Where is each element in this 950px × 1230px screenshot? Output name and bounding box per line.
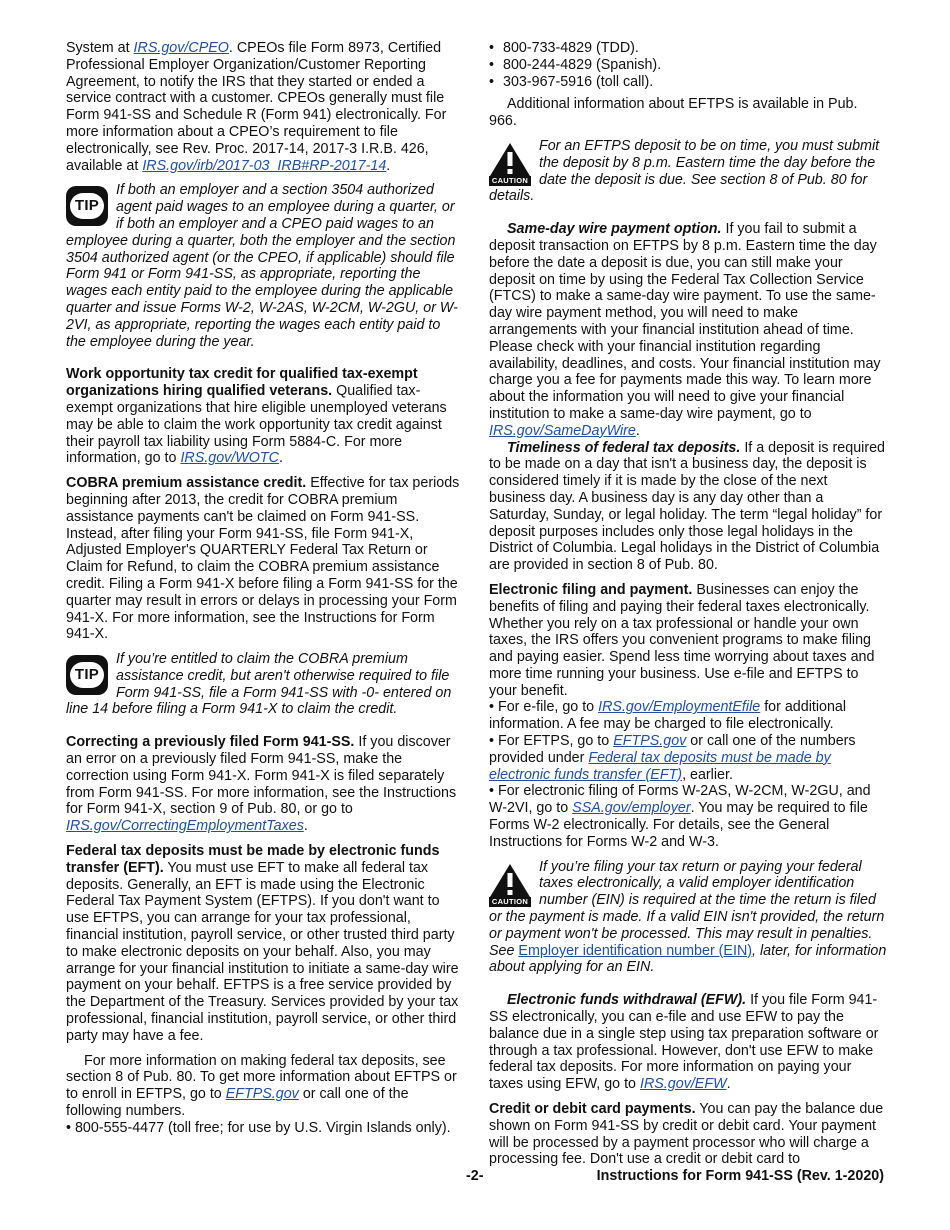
caution-icon: CAUTION (489, 142, 531, 186)
ein-link[interactable]: Employer identification number (EIN) (518, 942, 753, 959)
eftps-link[interactable]: EFTPS.gov (613, 733, 687, 750)
card-paragraph: Credit or debit card payments. You can pay the balance due shown on Form 941-SS by credit or debit card. Your payment will be processed by a payment processor who will charge a processing fee. Don't use a credit or debit card to (489, 1101, 884, 1168)
more-info-paragraph: For more information on making federal tax deposits, see section 8 of Pub. 80. To get more information about EFTPS or to enroll in EFTPS, go to EFTPS.gov or call one of the following numbers. (66, 1052, 457, 1120)
irs-efw-link[interactable]: IRS.gov/EFW (639, 1076, 727, 1093)
correcting-paragraph: Correcting a previously filed Form 941-SS. If you discover an error on a previously filed Form 941-SS, make the correction using Form 941-X. Form 941-X is filed separately from Form 941-SS. For more information, see the Instructions for Form 941-X, section 9 of Pub. 80, or go to IRS.gov/CorrectingEmploymentTaxes. (66, 734, 457, 835)
eft-section-link[interactable]: Federal tax deposits must be made by electronic funds transfer (EFT) (489, 749, 831, 783)
irs-wotc-link[interactable]: IRS.gov/WOTC (180, 450, 279, 467)
tip-icon: TIP (66, 186, 108, 226)
irs-cpeo-link[interactable]: IRS.gov/CPEO (133, 40, 229, 56)
cobra-paragraph: COBRA premium assistance credit. Effective for tax periods beginning after 2013, the credit for COBRA premium assistance payments can't be claimed on Form 941-SS. Instead, after filing your Form 941-SS, file Form 941-X, Adjusted Employer's QUARTERLY Federal Tax Return or Claim for Refund, to claim the COBRA premium assistance credit. Filing a Form 941-X before filing a Form 941-SS for the quarter may result in errors or delays in processing your Form 941-X. For more information, see the Instructions for Form 941-X. (66, 475, 460, 643)
eft-paragraph: Federal tax deposits must be made by electronic funds transfer (EFT). You must use EFT to make all federal tax deposits. Generally, an EFT is made using the Electronic Federal Tax Payment System (EFTPS). If you don't want to use EFTPS, you can arrange for your tax professional, financial institution, payroll service, or other trusted third party to make electronic deposits on your behalf. Also, you may arrange for your financial institution to initiate a same-day wire payment on your behalf. EFTPS is a free service provided by the Department of the Treasury. Services provided by your tax professional, financial institution, payroll service, or other third party may have a fee. (66, 843, 459, 1044)
caution-icon: CAUTION (489, 863, 531, 907)
tip-note-cobra: TIP If you’re entitled to claim the COBRA premium assistance credit, but aren't otherwise required to file Form 941-SS, file a Form 941-SS with -0- entered on line 14 before filing a Form 941-X to claim the credit. (66, 651, 452, 718)
timeliness-paragraph: Timeliness of federal tax deposits. If a deposit is required to be made on a day that isn't a business day, the deposit is considered timely if it is made by the close of the next business day. A business day is any day other than a Saturday, Sunday, or legal holiday. The term “legal holiday” for deposit purposes includes only those legal holidays in the District of Columbia. Legal holidays in the District of Columbia are provided in section 8 of Pub. 80. (489, 439, 885, 574)
phone-bullet: • 800-555-4477 (toll free; for use by U.S. Virgin Islands only). (66, 1120, 462, 1137)
page-number: -2- (466, 1168, 484, 1184)
tip-icon: TIP (66, 655, 108, 695)
eftps-bullet: • For EFTPS, go to EFTPS.gov or call one of the numbers provided under Federal tax deposits must be made by electronic funds transfer (EFT), earlier. (489, 733, 887, 783)
tip-note-agents: TIP If both an employer and a section 3504 authorized agent paid wages to an employee during a quarter, or if both an employer and a CPEO paid wages to an employee during a quarter, both the employer and the section 3504 authorized agent (or the CPEO, if applicable) should file Form 941 or Form 941-SS, as appropriate, reporting the wages each entity paid to the employee during the applicable quarter and issue Forms W-2, W-2AS, W-2CM, W-2GU, or W-2VI, as appropriate, reporting the wages each entity paid to the employee during the year. (66, 182, 458, 350)
wotc-paragraph: Work opportunity tax credit for qualified tax-exempt organizations hiring qualified veterans. Qualified tax-exempt organizations that hire eligible unemployed veterans may be able to claim the work opportunity tax credit against their payroll tax liability using Form 5884-C. For more information, go to IRS.gov/WOTC. (66, 366, 447, 467)
ssa-employer-link[interactable]: SSA.gov/employer (572, 800, 691, 817)
right-column (489, 40, 887, 1176)
left-column (66, 40, 462, 1137)
efile-bullet: • For e-file, go to IRS.gov/EmploymentEfile for additional information. A fee may be charged to file electronically. (489, 699, 887, 733)
efiling-paragraph: Electronic filing and payment. Businesses can enjoy the benefits of filing and paying their federal taxes electronically. Whether you rely on a tax professional or handle your own taxes, the IRS offers you convenient programs to make filing and paying easier. Spend less time worrying about taxes and more time running your business. Use e-file and EFTPS to your benefit. (489, 581, 875, 699)
irb-2017-link[interactable]: IRS.gov/irb/2017-03_IRB#RP-2017-14 (142, 157, 387, 174)
phone-bullet: • 303-967-5916 (toll call). (489, 74, 887, 91)
additional-info-paragraph: Additional information about EFTPS is available in Pub. 966. (489, 96, 858, 130)
same-day-paragraph: Same-day wire payment option. If you fail to submit a deposit transaction on EFTPS by 8 p.m. Eastern time the day before the date a deposit is due, you can still make your deposit on time by using the Federal Tax Collection Service (FTCS) to make a same-day wire payment. To use the same-day wire payment method, you will need to make arrangements with your financial institution ahead of time. Please check with your financial institution regarding availability, deadlines, and costs. Your financial institution may charge you a fee for payments made this way. To learn more about the information you will need to give your financial institution to make a same-day wire payment, go to IRS.gov/SameDayWire. (489, 221, 881, 439)
phone-bullet: • 800-244-4829 (Spanish). (489, 57, 887, 74)
footer-title: Instructions for Form 941-SS (Rev. 1-2020) (596, 1168, 884, 1184)
cpeo-paragraph: System at IRS.gov/CPEO. CPEOs file Form 8973, Certified Professional Employer Organization/Customer Reporting Agreement, to notify the IRS that they started or ended a service contract with a customer. CPEOs generally must file Form 941-SS and Schedule R (Form 941) electronically. For more information about a CPEO’s requirement to file electronically, see Rev. Proc. 2017-14, 2017-3 I.R.B. 426, available at IRS.gov/irb/2017-03_IRB#RP-2017-14. (66, 40, 447, 174)
phone-list (489, 40, 887, 90)
w2-bullet: • For electronic filing of Forms W-2AS, W-2CM, W-2GU, and W-2VI, go to SSA.gov/employer. You may be required to file Forms W-2 electronically. For details, see the General Instructions for Forms W-2 and W-3. (489, 783, 887, 850)
efw-paragraph: Electronic funds withdrawal (EFW). If you file Form 941-SS electronically, you can e-file and use EFW to pay the balance due in a single step using tax preparation software or through a tax professional. However, don't use EFW to make federal tax deposits. For more information on paying your taxes using EFW, go to IRS.gov/EFW. (489, 992, 879, 1093)
irs-correcting-link[interactable]: IRS.gov/CorrectingEmploymentTaxes (66, 818, 304, 835)
irs-employmentefile-link[interactable]: IRS.gov/EmploymentEfile (598, 699, 761, 716)
irs-samedaywire-link[interactable]: IRS.gov/SameDayWire (489, 422, 636, 439)
caution-note-ein: CAUTION If you’re filing your tax return or paying your federal taxes electronically, a valid employer identification number (EIN) is required at the time the return is filed or the payment is made. If a valid EIN isn't provided, the return or payment won't be processed. This may result in penalties. See Employer identification number (EIN), later, for information about applying for an EIN. (489, 858, 887, 976)
eftps-link[interactable]: EFTPS.gov (225, 1086, 299, 1103)
caution-note-eftps: CAUTION For an EFTPS deposit to be on time, you must submit the deposit by 8 p.m. Eastern time the day before the date the deposit is due. See section 8 of Pub. 80 for details. (489, 137, 880, 205)
phone-bullet: • 800-733-4829 (TDD). (489, 40, 887, 57)
